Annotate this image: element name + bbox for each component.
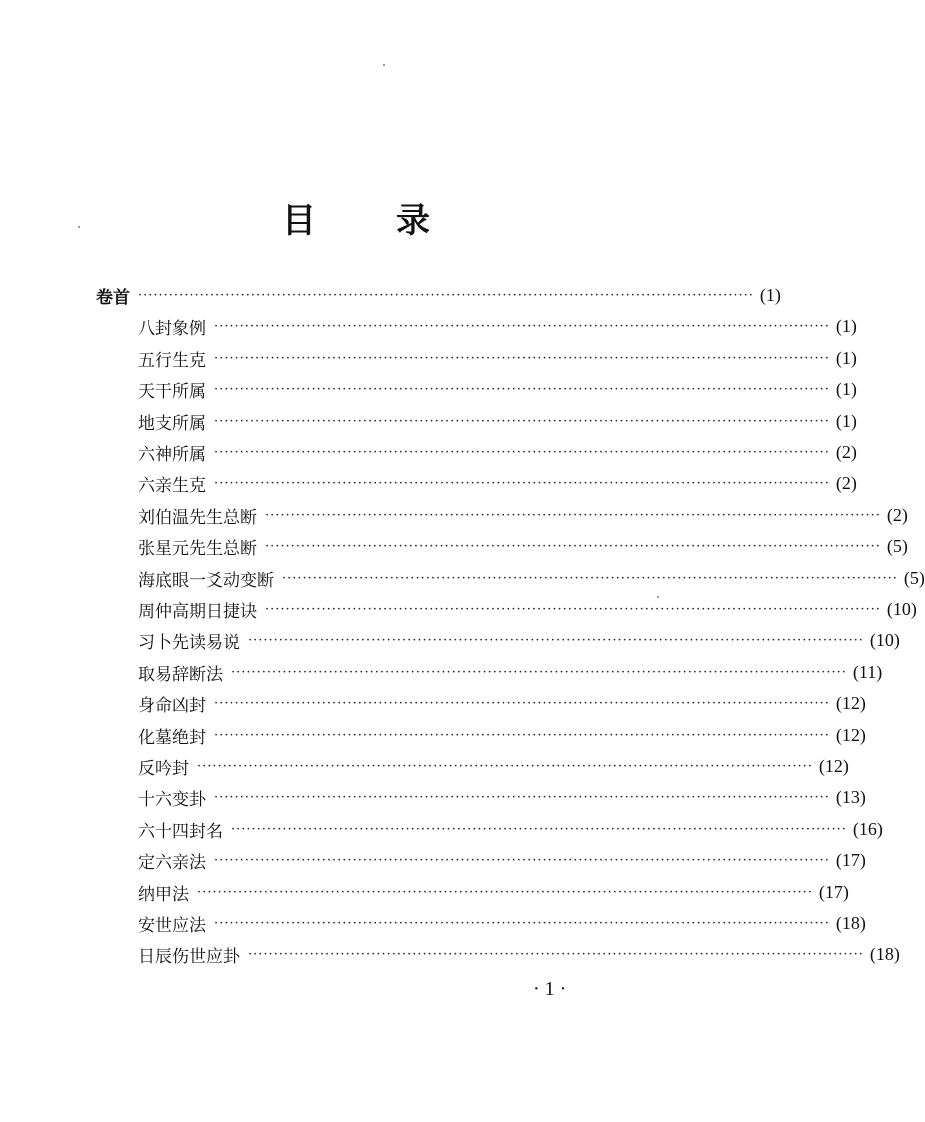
toc-entry [138, 374, 857, 405]
toc-entry [138, 437, 857, 468]
toc-entry-label: 定六亲法 [138, 853, 206, 874]
toc-entry [138, 720, 866, 751]
toc-entry-label: 六亲生克 [138, 476, 206, 497]
toc-entry [138, 563, 925, 594]
toc-entry [138, 406, 857, 437]
toc-entry-page: (16) [852, 818, 883, 839]
toc-entry [138, 500, 908, 531]
toc-title [0, 196, 709, 246]
dot-leader: ························································································································ [214, 445, 830, 460]
dot-leader: ························································································································ [231, 664, 847, 680]
toc-entry [138, 468, 857, 499]
title-char-1: 目 [282, 201, 316, 241]
dot-leader: ························································································································ [214, 476, 830, 492]
toc-entry-label: 十六变卦 [138, 790, 206, 811]
scan-speck [383, 64, 385, 66]
dot-leader: ························································································································ [197, 884, 813, 900]
toc-entry-label: 六十四封名 [138, 821, 223, 842]
dot-leader: ························································································································ [214, 413, 830, 429]
toc-entry [138, 531, 908, 562]
toc-entry-page: (12) [835, 693, 866, 714]
dot-leader: ························································································································ [214, 790, 830, 806]
dot-leader: ························································································································ [214, 350, 830, 366]
toc-entry-page: (1) [759, 285, 781, 305]
page-number: · 1 · [533, 978, 567, 1000]
toc-entry-page: (1) [835, 379, 857, 400]
dot-leader: ························································································································ [138, 288, 754, 303]
toc-entry [138, 311, 857, 342]
toc-entry-page: (10) [869, 630, 900, 651]
dot-leader: ························································································································ [214, 916, 830, 931]
dot-leader: ························································································································ [214, 853, 830, 869]
dot-leader: ························································································································ [214, 727, 830, 743]
toc-entry-label: 日辰伤世应卦 [138, 947, 240, 968]
toc-entry [138, 814, 883, 845]
title-char-2: 录 [396, 201, 430, 241]
toc-entry-label: 天干所属 [138, 382, 206, 403]
dot-leader: ························································································································ [282, 570, 898, 586]
toc-entry-label: 取易辞断法 [138, 664, 223, 685]
toc-entry-page: (10) [886, 599, 917, 619]
toc-entry-page: (2) [835, 442, 857, 462]
toc-entry-label: 张星元先生总断 [138, 539, 257, 560]
toc-entry-page: (17) [835, 850, 866, 871]
toc-entry-label: 安世应法 [138, 916, 206, 936]
toc-entry-label: 刘伯温先生总断 [138, 507, 257, 528]
toc-entry-label: 反吟封 [138, 759, 189, 779]
toc-entry-page: (5) [886, 536, 908, 557]
dot-leader: ························································································································ [214, 382, 830, 398]
toc-entry-label: 地支所属 [138, 413, 206, 434]
dot-leader: ························································································································ [248, 633, 864, 649]
toc-entry [138, 782, 866, 813]
toc-entry [138, 657, 883, 688]
toc-entry [138, 908, 866, 939]
toc-entry-label: 纳甲法 [138, 884, 189, 905]
toc-entry-page: (2) [886, 504, 908, 525]
scan-speck [78, 226, 80, 228]
toc-entry-page: (5) [903, 567, 925, 588]
toc-entry-label: 卷首 [96, 288, 130, 308]
toc-entry-label: 身命凶封 [138, 696, 206, 717]
toc-entry-page: (17) [818, 881, 849, 902]
toc-entry-label: 八封象例 [138, 319, 206, 340]
toc-entry-page: (12) [818, 756, 849, 776]
toc-entry-label: 周仲高期日捷诀 [138, 602, 257, 622]
toc-entry [138, 343, 857, 374]
toc-entry [138, 751, 849, 782]
toc-entry-label: 海底眼一爻动变断 [138, 570, 274, 591]
toc-entry [138, 877, 849, 908]
toc-entry-page: (2) [835, 473, 857, 494]
toc-entry-page: (1) [835, 410, 857, 431]
dot-leader: ························································································································ [265, 539, 881, 555]
dot-leader: ························································································································ [214, 319, 830, 335]
toc-entry-page: (12) [835, 724, 866, 745]
toc-entry-page: (1) [835, 316, 857, 337]
toc-entry-page: (18) [869, 944, 900, 965]
toc-entry [138, 939, 900, 970]
toc-entry-page: (11) [852, 661, 883, 682]
toc-section-entry [96, 280, 781, 311]
dot-leader: ························································································································ [265, 602, 881, 617]
dot-leader: ························································································································ [197, 759, 813, 774]
dot-leader: ························································································································ [248, 947, 864, 963]
toc-entry-label: 六神所属 [138, 445, 206, 465]
toc-entry [138, 594, 917, 625]
scan-speck [657, 596, 659, 598]
dot-leader: ························································································································ [231, 821, 847, 837]
toc-entry-page: (18) [835, 913, 866, 933]
toc-entry [138, 688, 866, 719]
toc-entry-label: 习卜先读易说 [138, 633, 240, 654]
dot-leader: ························································································································ [265, 507, 881, 523]
toc-entry [138, 845, 866, 876]
toc-entry-label: 五行生克 [138, 350, 206, 371]
toc-entry-label: 化墓绝封 [138, 727, 206, 748]
dot-leader: ························································································································ [214, 696, 830, 712]
toc-entry-page: (1) [835, 347, 857, 368]
toc-entry [138, 625, 900, 656]
toc-entry-page: (13) [835, 787, 866, 808]
